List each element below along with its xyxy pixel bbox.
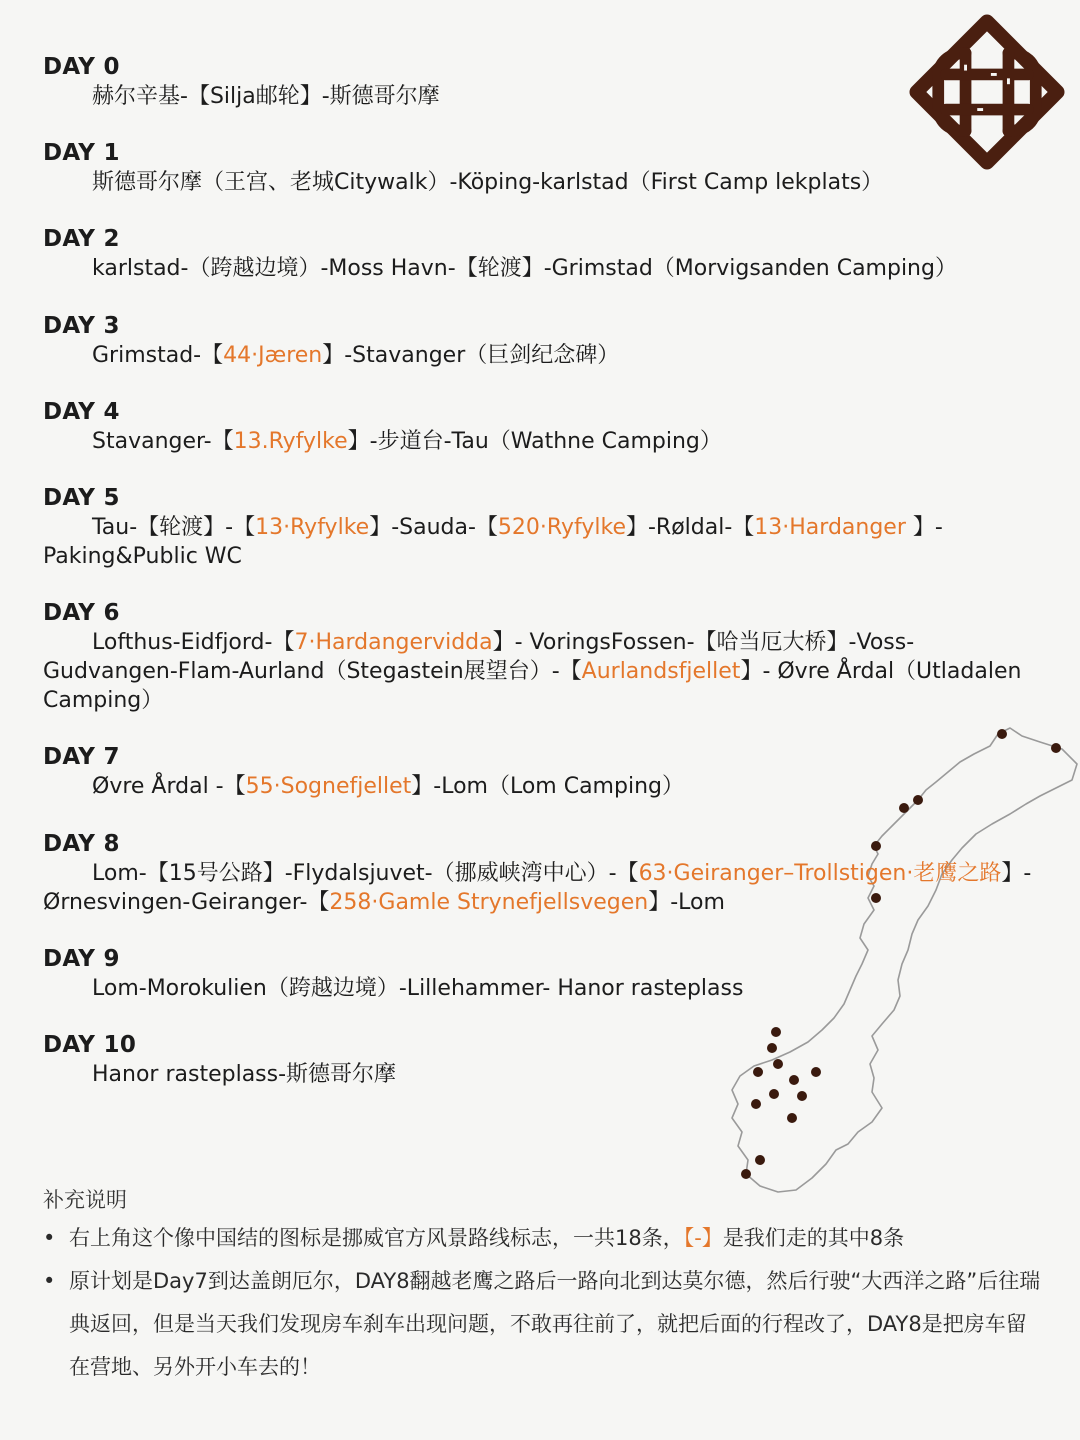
route-text: Lom-【15号公路】-Flydalsjuvet-（挪威峡湾中心）-【: [92, 861, 639, 886]
route-text: 是我们走的其中8条: [722, 1226, 905, 1250]
day-entry: [43, 397, 1043, 456]
route-text: 右上角这个像中国结的图标是挪威官方风景路线标志，一共18条，: [69, 1226, 684, 1250]
route-text: 】- VoringsFossen-【哈当厄大桥】-Voss-Gudvangen-Flam-Aurland（Stegastein展望台）-【: [43, 630, 915, 684]
route-text: karlstad-（跨越边境）-Moss Havn-【轮渡】-Grimstad（Morvigsanden Camping）: [92, 256, 957, 281]
map-dot: [741, 1169, 751, 1179]
day-label: DAY 5: [43, 485, 120, 511]
scenic-route-name: 55·Sognefjellet: [245, 774, 412, 799]
day-label: DAY 4: [43, 399, 120, 425]
map-dot: [1051, 743, 1061, 753]
scenic-route-name: 13·Hardanger: [754, 515, 906, 540]
day-label: DAY 1: [43, 140, 120, 166]
route-text: 】-Lom（Lom Camping）: [411, 774, 684, 799]
route-text: Tau-【轮渡】-【: [92, 515, 256, 540]
route-text: 】-Sauda-【: [369, 515, 498, 540]
day-label: DAY 8: [43, 831, 120, 857]
map-dot: [787, 1113, 797, 1123]
day-label: DAY 2: [43, 226, 120, 252]
scenic-route-name: 520·Ryfylke: [497, 515, 626, 540]
day-label: DAY 3: [43, 313, 120, 339]
day-route: [43, 254, 1043, 283]
scenic-route-name: 13.Ryfylke: [233, 429, 348, 454]
day-entry: [43, 52, 1043, 111]
day-entry: [43, 483, 1043, 571]
day-label: DAY 7: [43, 744, 120, 770]
notes-title: 补充说明: [43, 1188, 127, 1212]
day-route: [43, 341, 1043, 370]
day-entry: [43, 829, 1043, 917]
route-text: 】-Røldal-【: [625, 515, 755, 540]
route-text: Hanor rasteplass-斯德哥尔摩: [92, 1062, 397, 1087]
scenic-route-name: 13·Ryfylke: [255, 515, 370, 540]
day-route: [43, 168, 1043, 197]
route-text: 】-Ørnesvingen-Geiranger-【: [43, 861, 1032, 915]
route-text: 】-步道台-Tau（Wathne Camping）: [347, 429, 722, 454]
day-entry: [43, 598, 1043, 715]
map-dot: [769, 1089, 779, 1099]
day-route: [43, 82, 1043, 111]
route-text: Grimstad-【: [92, 343, 224, 368]
day-entry: [43, 224, 1043, 283]
note-item: [43, 1217, 1043, 1260]
day-entry: [43, 138, 1043, 197]
scenic-route-name: 258·Gamle Strynefjellsvegen: [329, 890, 649, 915]
route-text: Stavanger-【: [92, 429, 234, 454]
day-route: [43, 1060, 1043, 1089]
supplementary-notes: [43, 1183, 1043, 1389]
map-dot: [997, 729, 1007, 739]
scenic-route-name: 63·Geiranger–Trollstigen·老鹰之路: [638, 861, 1002, 886]
day-label: DAY 10: [43, 1032, 137, 1058]
route-text: Øvre Årdal -【: [92, 774, 246, 799]
map-dot: [797, 1091, 807, 1101]
scenic-route-name: Aurlandsfjellet: [581, 659, 741, 684]
route-text: 】-Paking&Public WC: [43, 515, 943, 569]
day-route: [43, 772, 1043, 801]
route-text: 】-Stavanger（巨剑纪念碑）: [322, 343, 620, 368]
bullet-icon: •: [43, 1226, 56, 1250]
day-label: DAY 9: [43, 946, 120, 972]
scenic-route-name: 【-】: [683, 1226, 723, 1250]
day-entry: [43, 742, 1043, 801]
day-entry: [43, 311, 1043, 370]
note-item: [43, 1260, 1043, 1389]
map-dot: [899, 803, 909, 813]
day-route: [43, 628, 1043, 715]
route-text: 原计划是Day7到达盖朗厄尔，DAY8翻越老鹰之路后一路向北到达莫尔德，然后行驶“大西洋之路”后往瑞典返回，但是当天我们发现房车刹车出现问题，不敢再往前了，就把后面的行程改了，DAY8是把房车留在营地、另外开小车去的！: [69, 1269, 1041, 1379]
scenic-route-name: 44·Jæren: [223, 343, 323, 368]
map-dot: [751, 1099, 761, 1109]
route-text: 斯德哥尔摩（王宫、老城Citywalk）-Köping-karlstad（First Camp lekplats）: [92, 170, 884, 195]
route-text: Lofthus-Eidfjord-【: [92, 630, 295, 655]
note-text: [69, 1269, 1040, 1379]
day-route: [43, 859, 1043, 917]
day-entry: [43, 1030, 1043, 1089]
route-text: Lom-Morokulien（跨越边境）-Lillehammer- Hanor rasteplass: [92, 976, 744, 1001]
map-dot: [755, 1155, 765, 1165]
day-route: [43, 974, 1043, 1003]
day-entry: [43, 944, 1043, 1003]
day-label: DAY 0: [43, 54, 120, 80]
day-label: DAY 6: [43, 600, 120, 626]
route-text: 赫尔辛基-【Silja邮轮】-斯德哥尔摩: [92, 84, 440, 109]
day-route: [43, 513, 1043, 571]
route-text: 】-Lom: [648, 890, 725, 915]
scenic-route-name: 7·Hardangervidda: [294, 630, 493, 655]
day-route: [43, 427, 1043, 456]
note-text: [69, 1226, 904, 1250]
bullet-icon: •: [43, 1269, 56, 1293]
route-text: 】- Øvre Årdal（Utladalen Camping）: [43, 659, 1022, 713]
